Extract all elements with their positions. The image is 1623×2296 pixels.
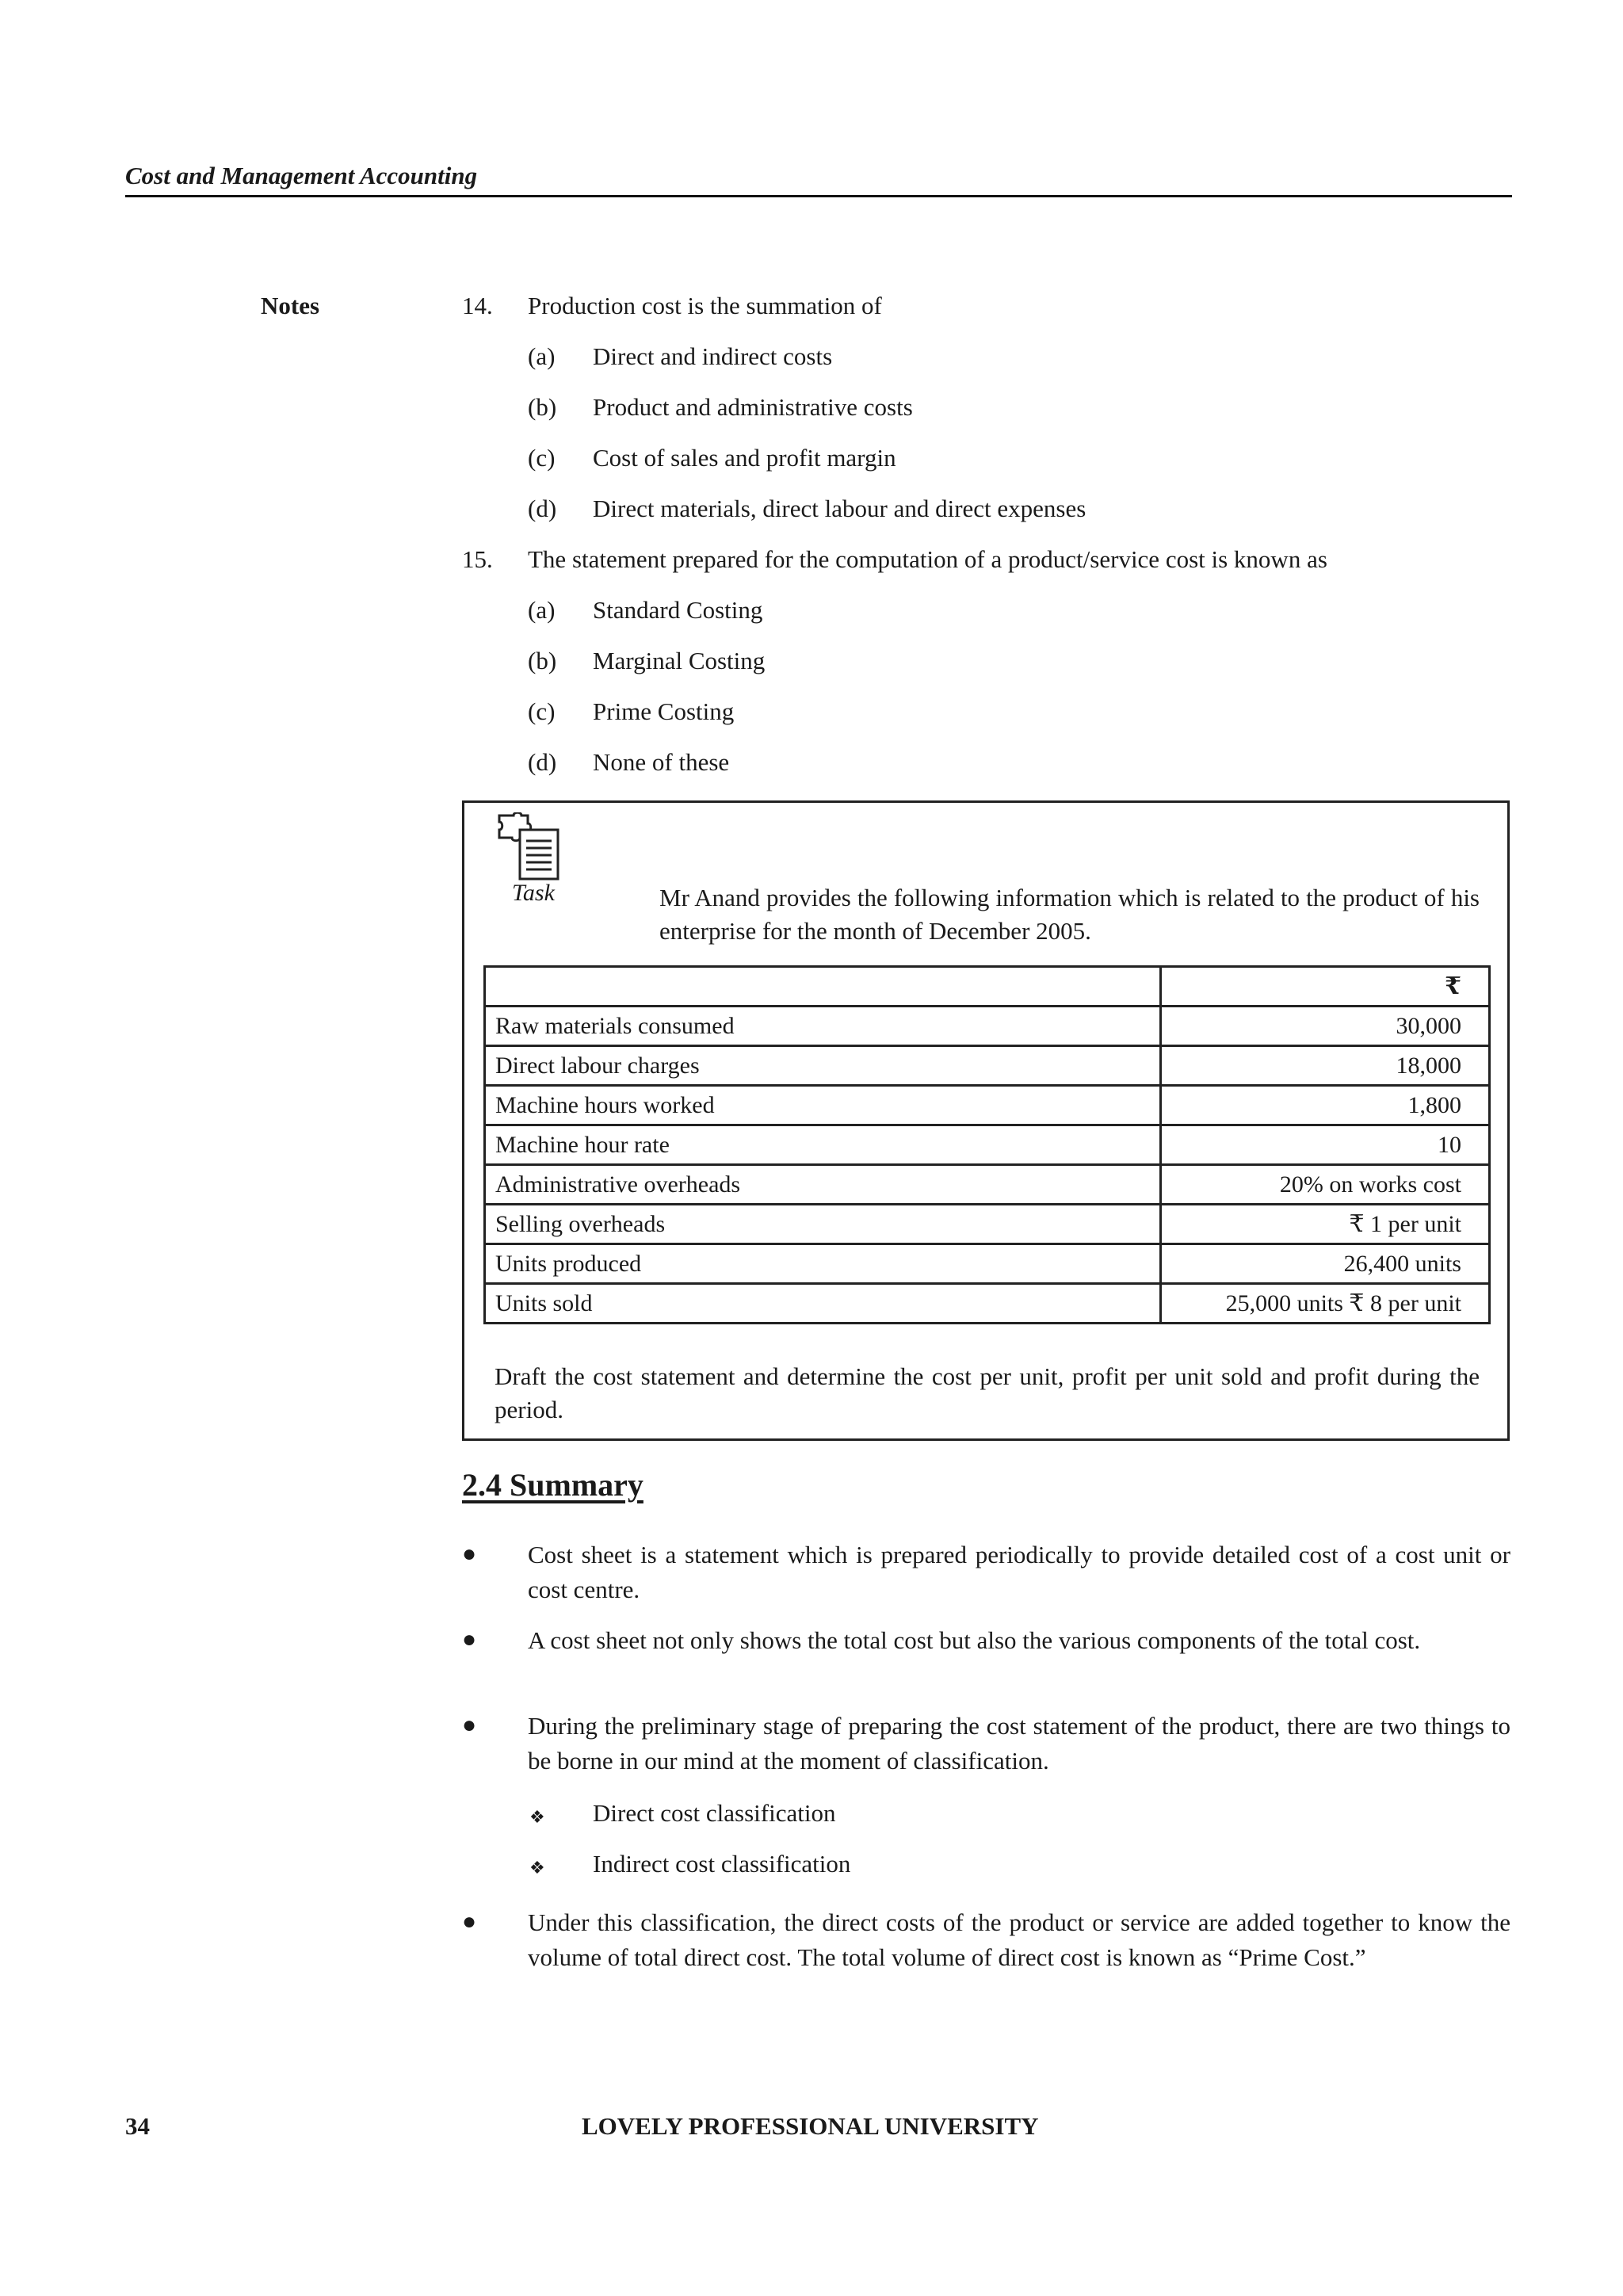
bullet-dot: ● <box>462 1626 477 1652</box>
page-number: 34 <box>125 2112 150 2140</box>
table-row <box>485 1086 1490 1125</box>
task-instruction: Draft the cost statement and determine the cost per unit, profit per unit sold and profit during the period. <box>495 1362 1480 1423</box>
row-label: Units sold <box>485 1284 1161 1324</box>
option-text: Standard Costing <box>593 596 763 624</box>
summary-bullet-text: During the preliminary stage of preparing the cost statement of the product, there are two things to be borne in our mind at the moment of classification. <box>528 1712 1510 1775</box>
rupee-header-cell: ₹ <box>1161 967 1490 1007</box>
table-header-cell <box>485 967 1161 1007</box>
option-letter: (a) <box>528 596 556 624</box>
task-puzzle-icon <box>496 812 563 882</box>
option-letter: (c) <box>528 444 556 472</box>
row-label: Machine hour rate <box>485 1125 1161 1165</box>
option-letter: (c) <box>528 697 556 725</box>
bullet-dot: ● <box>462 1541 477 1567</box>
option-letter: (b) <box>528 647 557 674</box>
row-value: ₹ 1 per unit <box>1161 1205 1490 1244</box>
row-label: Direct labour charges <box>485 1046 1161 1086</box>
sub-item-text: Direct cost classification <box>593 1799 836 1827</box>
notes-label: Notes <box>261 292 320 319</box>
option-letter: (b) <box>528 393 557 421</box>
running-title: Cost and Management Accounting <box>125 162 478 189</box>
question-number: 14. <box>462 292 493 319</box>
header-rule <box>125 195 1512 197</box>
row-label: Raw materials consumed <box>485 1007 1161 1046</box>
row-value: 30,000 <box>1161 1007 1490 1046</box>
table-row <box>485 1205 1490 1244</box>
row-value: 20% on works cost <box>1161 1165 1490 1205</box>
row-value: 1,800 <box>1161 1086 1490 1125</box>
row-value: 18,000 <box>1161 1046 1490 1086</box>
task-label: Task <box>512 880 555 906</box>
summary-bullet-text: A cost sheet not only shows the total cost but also the various components of the total cost. <box>528 1626 1421 1654</box>
table-row <box>485 1284 1490 1324</box>
bullet-dot: ● <box>462 1908 477 1935</box>
question-text: The statement prepared for the computation of a product/service cost is known as <box>528 545 1327 573</box>
option-letter: (a) <box>528 342 556 370</box>
row-value: 10 <box>1161 1125 1490 1165</box>
footer-university: LOVELY PROFESSIONAL UNIVERSITY <box>582 2112 1039 2140</box>
option-text: Direct and indirect costs <box>593 342 833 370</box>
diamond-bullet-icon: ❖ <box>529 1858 545 1878</box>
summary-bullet-text: Cost sheet is a statement which is prepared periodically to provide detailed cost of a cost unit or cost centre. <box>528 1541 1510 1603</box>
table-row <box>485 1244 1490 1284</box>
option-text: Prime Costing <box>593 697 735 725</box>
option-text: Cost of sales and profit margin <box>593 444 896 472</box>
diamond-bullet-icon: ❖ <box>529 1807 545 1827</box>
row-label: Units produced <box>485 1244 1161 1284</box>
section-title: 2.4 Summary <box>462 1467 643 1503</box>
table-row <box>485 1007 1490 1046</box>
table-row <box>485 1165 1490 1205</box>
row-value: 26,400 units <box>1161 1244 1490 1284</box>
option-letter: (d) <box>528 748 557 776</box>
summary-bullet-text: Under this classification, the direct costs of the product or service are added together to know the volume of total direct cost. The total volume of direct cost is known as “Prime Cost.” <box>528 1908 1510 1971</box>
row-label: Machine hours worked <box>485 1086 1161 1125</box>
sub-item-text: Indirect cost classification <box>593 1850 851 1878</box>
option-text: None of these <box>593 748 730 776</box>
task-intro: Mr Anand provides the following information which is related to the product of his enterprise for the month of December 2005. <box>659 884 1480 945</box>
option-text: Product and administrative costs <box>593 393 913 421</box>
table-row <box>485 1125 1490 1165</box>
table-header-row <box>485 967 1490 1007</box>
bullet-dot: ● <box>462 1712 477 1738</box>
question-text: Production cost is the summation of <box>528 292 882 319</box>
question-number: 15. <box>462 545 493 573</box>
row-value: 25,000 units ₹ 8 per unit <box>1161 1284 1490 1324</box>
table-row <box>485 1046 1490 1086</box>
option-letter: (d) <box>528 495 557 522</box>
option-text: Direct materials, direct labour and direct expenses <box>593 495 1086 522</box>
task-data-table <box>483 965 1491 1324</box>
row-label: Administrative overheads <box>485 1165 1161 1205</box>
option-text: Marginal Costing <box>593 647 766 674</box>
row-label: Selling overheads <box>485 1205 1161 1244</box>
